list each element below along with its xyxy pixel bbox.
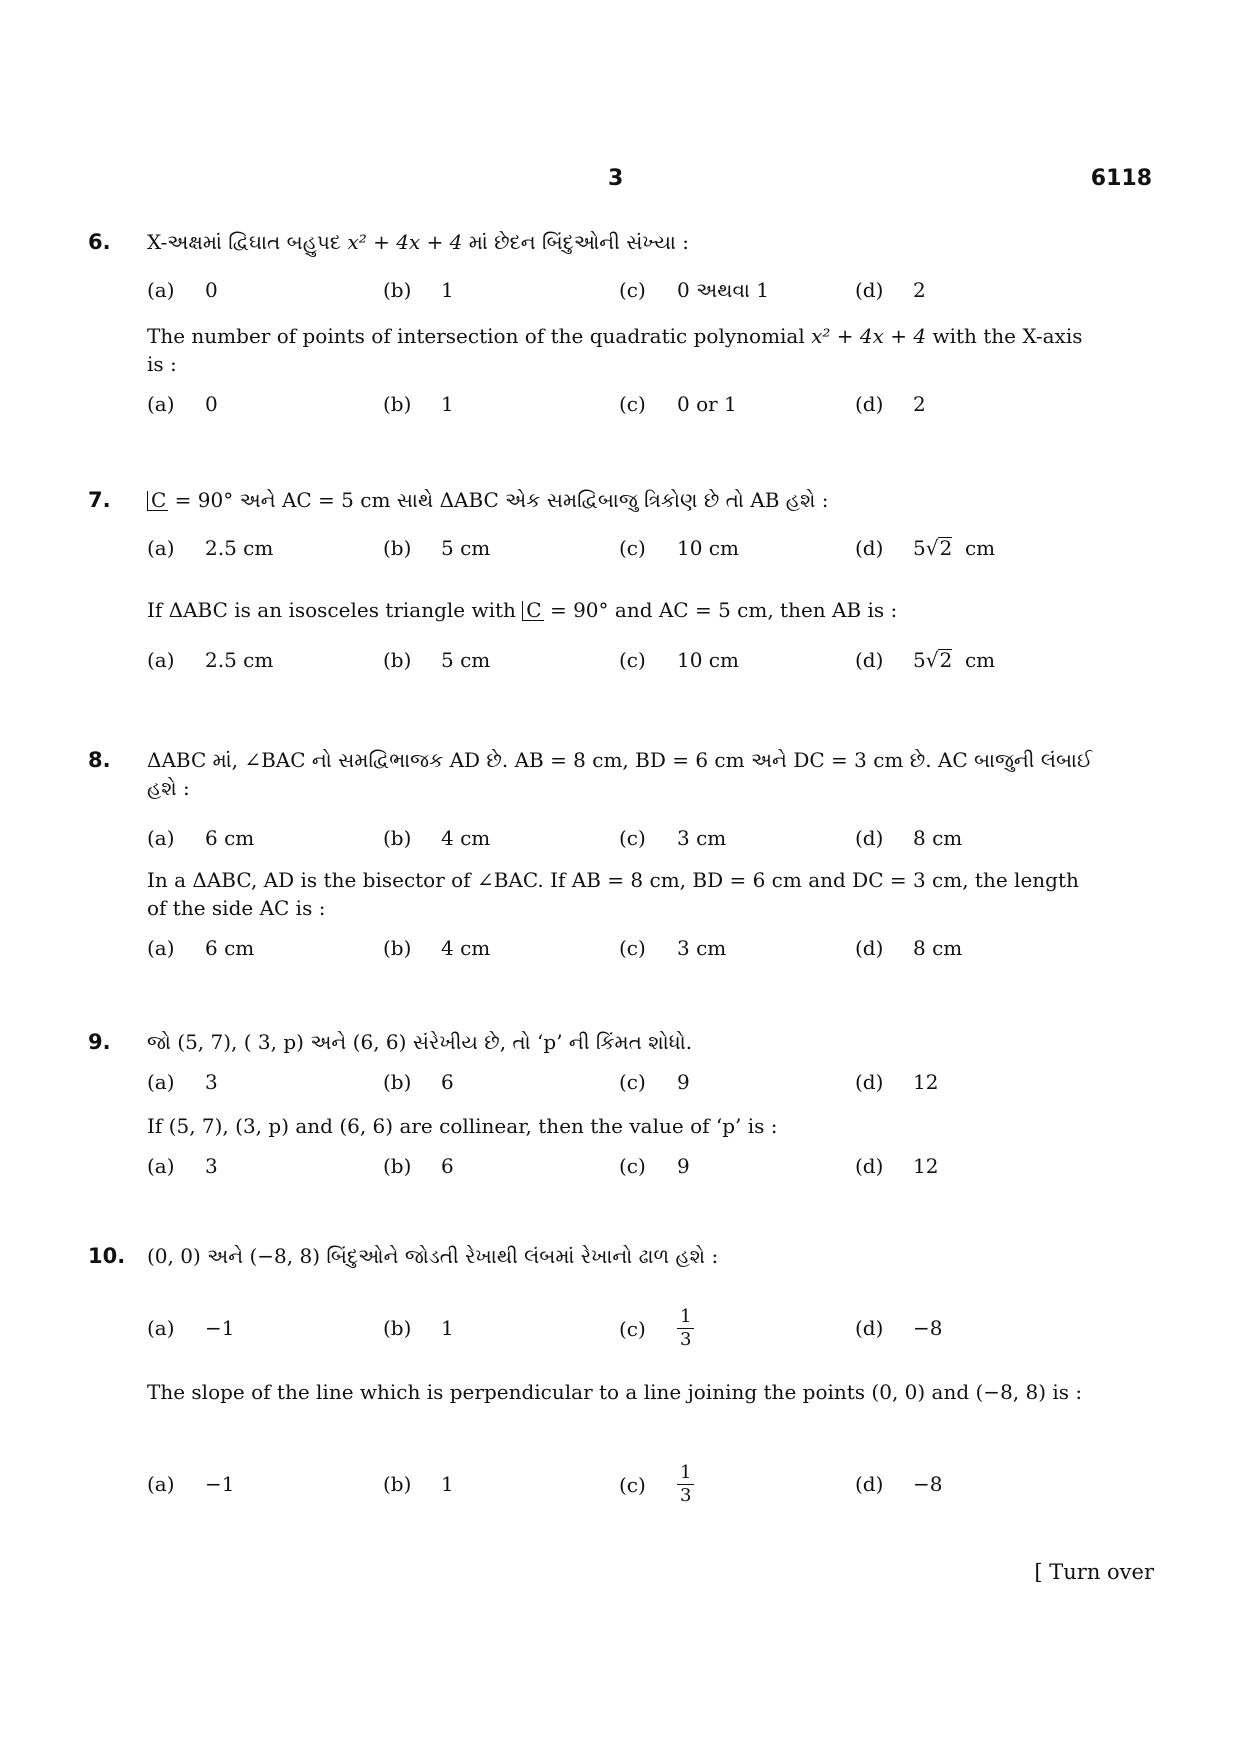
option-b[interactable]: (b) 6 xyxy=(383,1154,454,1178)
question-text-english: If (5, 7), (3, p) and (6, 6) are collinear, then the value of ‘p’ is : xyxy=(147,1114,778,1138)
angle-symbol: C xyxy=(147,491,168,511)
option-c[interactable]: (c) 9 xyxy=(619,1070,690,1094)
question-text-english: In a ΔABC, AD is the bisector of ∠BAC. If AB = 8 cm, BD = 6 cm and DC = 3 cm, the length of the side AC is : xyxy=(147,868,1079,920)
option-d[interactable]: (d) 12 xyxy=(855,1070,939,1094)
question-text-gujarati: ΔABC માં, ∠BAC નો સમદ્વિભાજક AD છે. AB = 8 cm, BD = 6 cm અને DC = 3 cm છે. AC બાજુની લંબાઈ હશે : xyxy=(147,748,1093,800)
question-text-english: The number of points of intersection of the quadratic polynomial x² + 4x + 4 with the X-axis is : xyxy=(147,324,1083,376)
option-c[interactable]: (c) 3 cm xyxy=(619,826,727,850)
question-number: 9. xyxy=(88,1030,111,1054)
question-number: 10. xyxy=(88,1244,126,1268)
options-row xyxy=(147,392,1067,422)
option-d[interactable]: (d) 2 xyxy=(855,392,926,416)
options-row xyxy=(147,648,1067,678)
option-c[interactable]: (c) 0 અથવા 1 xyxy=(619,278,769,302)
question-number: 7. xyxy=(88,488,111,512)
fraction: $\frac{1}{3}$ xyxy=(677,1306,694,1351)
option-b[interactable]: (b) 5 cm xyxy=(383,536,491,560)
option-c[interactable]: (c) $\frac{1}{3}$ xyxy=(619,1462,694,1507)
option-a[interactable]: (a) 0 xyxy=(147,278,218,302)
quadratic-expression: x² + 4x + 4 xyxy=(811,324,927,348)
option-b[interactable]: (b) 4 cm xyxy=(383,936,491,960)
option-d[interactable]: (d) 8 cm xyxy=(855,936,963,960)
option-d[interactable]: (d) −8 xyxy=(855,1316,943,1340)
option-b[interactable]: (b) 1 xyxy=(383,278,454,302)
option-b[interactable]: (b) 4 cm xyxy=(383,826,491,850)
question-number: 6. xyxy=(88,230,111,254)
option-c[interactable]: (c) 3 cm xyxy=(619,936,727,960)
option-b[interactable]: (b) 1 xyxy=(383,1316,454,1340)
options-row xyxy=(147,1462,1067,1510)
option-d[interactable]: (d) 8 cm xyxy=(855,826,963,850)
option-a[interactable]: (a) −1 xyxy=(147,1472,235,1496)
option-b[interactable]: (b) 6 xyxy=(383,1070,454,1094)
question-text-gujarati: C = 90° અને AC = 5 cm સાથે ΔABC એક સમદ્વિબાજુ ત્રિકોણ છે તો AB હશે : xyxy=(147,486,829,514)
option-c[interactable]: (c) 10 cm xyxy=(619,648,739,672)
option-d[interactable]: (d) −8 xyxy=(855,1472,943,1496)
option-b[interactable]: (b) 1 xyxy=(383,1472,454,1496)
question-text-gujarati: જો (5, 7), ( 3, p) અને (6, 6) સંરેખીય છે, તો ‘p’ ની કિંમત શોધો. xyxy=(147,1030,693,1054)
option-d[interactable]: (d) 5√2 cm xyxy=(855,648,996,672)
option-a[interactable]: (a) 6 cm xyxy=(147,826,255,850)
option-c[interactable]: (c) 0 or 1 xyxy=(619,392,737,416)
question-text-gujarati: (0, 0) અને (−8, 8) બિંદુઓને જોડતી રેખાથી લંબમાં રેખાનો ઢાળ હશે : xyxy=(147,1244,719,1268)
option-a[interactable]: (a) 2.5 cm xyxy=(147,648,274,672)
paper-code: 6118 xyxy=(1090,166,1152,191)
option-a[interactable]: (a) 0 xyxy=(147,392,218,416)
options-row xyxy=(147,826,1067,856)
question-text-english: If ΔABC is an isosceles triangle with C = 90° and AC = 5 cm, then AB is : xyxy=(147,598,898,622)
options-row xyxy=(147,536,1067,566)
options-row xyxy=(147,1154,1067,1184)
option-d[interactable]: (d) 2 xyxy=(855,278,926,302)
options-row xyxy=(147,936,1067,966)
question-number: 8. xyxy=(88,748,111,772)
radical: 2 xyxy=(939,648,953,672)
option-d[interactable]: (d) 12 xyxy=(855,1154,939,1178)
option-b[interactable]: (b) 5 cm xyxy=(383,648,491,672)
question-text-english: The slope of the line which is perpendicular to a line joining the points (0, 0) and (−8, 8) is : xyxy=(147,1380,1083,1404)
question-text-gujarati: X-અક્ષમાં દ્વિઘાત બહુપદ x² + 4x + 4 માં છેદન બિંદુઓની સંખ્યા : xyxy=(147,230,689,254)
turn-over-note: [ Turn over xyxy=(1034,1560,1154,1584)
options-row xyxy=(147,1306,1067,1354)
option-a[interactable]: (a) 2.5 cm xyxy=(147,536,274,560)
option-c[interactable]: (c) 10 cm xyxy=(619,536,739,560)
option-c[interactable]: (c) 9 xyxy=(619,1154,690,1178)
quadratic-expression: x² + 4x + 4 xyxy=(347,230,463,254)
option-d[interactable]: (d) 5√2 cm xyxy=(855,536,996,560)
option-b[interactable]: (b) 1 xyxy=(383,392,454,416)
fraction: $\frac{1}{3}$ xyxy=(677,1462,694,1507)
option-a[interactable]: (a) 6 cm xyxy=(147,936,255,960)
options-row xyxy=(147,1070,1067,1100)
options-row xyxy=(147,278,1067,308)
page-number: 3 xyxy=(608,166,624,191)
option-c[interactable]: (c) $\frac{1}{3}$ xyxy=(619,1306,694,1351)
option-a[interactable]: (a) 3 xyxy=(147,1070,218,1094)
option-a[interactable]: (a) 3 xyxy=(147,1154,218,1178)
angle-symbol: C xyxy=(522,601,543,621)
option-a[interactable]: (a) −1 xyxy=(147,1316,235,1340)
radical: 2 xyxy=(939,536,953,560)
